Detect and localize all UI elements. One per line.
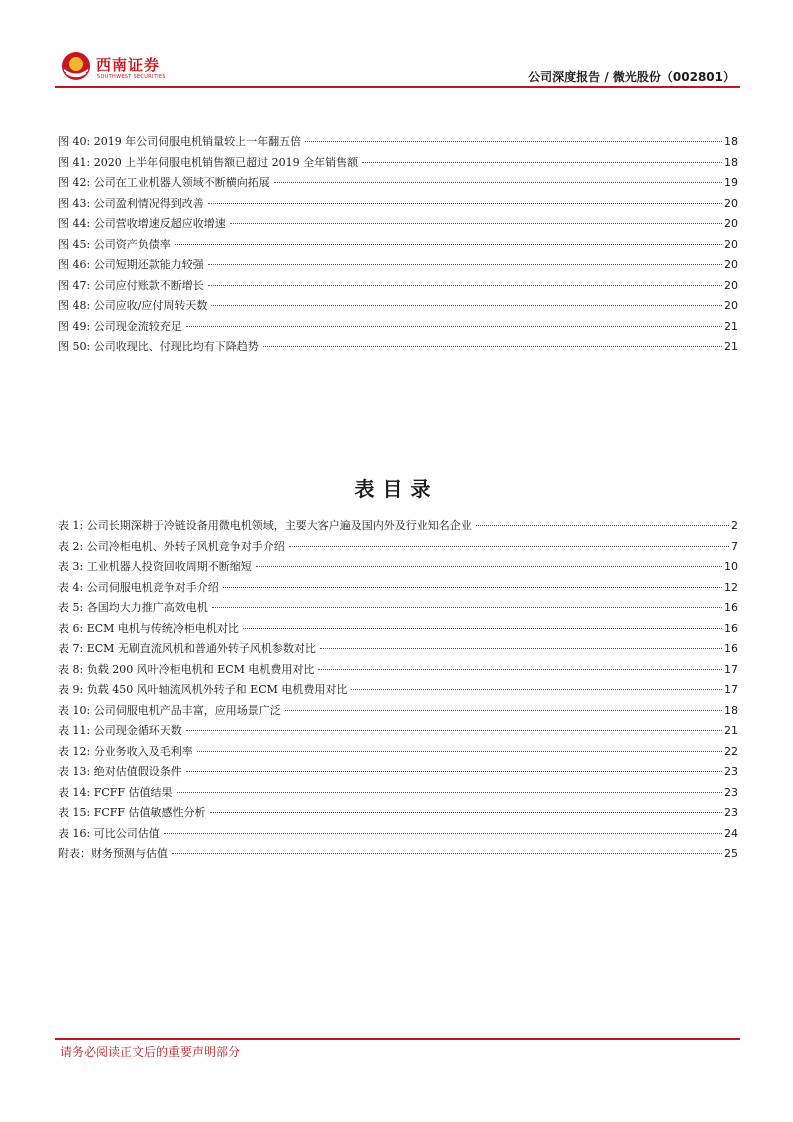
toc-row-table-3[interactable]: 表 3: 工业机器人投资回收周期不断缩短 10 bbox=[58, 560, 738, 573]
toc-row-figure-40[interactable]: 图 40: 2019 年公司伺服电机销量较上一年翻五倍 18 bbox=[58, 135, 738, 148]
toc-row-figure-45[interactable]: 图 45: 公司资产负债率 20 bbox=[58, 237, 738, 251]
report-title: 公司深度报告 / 微光股份（002801） bbox=[528, 70, 735, 84]
toc-row-figure-44[interactable]: 图 44: 公司营收增速反超应收增速 20 bbox=[58, 217, 738, 230]
toc-row-table-1[interactable]: 表 1: 公司长期深耕于冷链设备用微电机领域，主要大客户遍及国内外及行业知名企业 2 bbox=[58, 519, 738, 532]
toc-row-figure-46[interactable]: 图 46: 公司短期还款能力较强 20 bbox=[58, 258, 738, 271]
toc-row-table-8[interactable]: 表 8: 负载 200 风叶冷柜电机和 ECM 电机费用对比 17 bbox=[58, 662, 738, 676]
logo-chinese-name: 西南证券 bbox=[96, 56, 161, 74]
footer-divider bbox=[55, 1038, 740, 1040]
company-logo bbox=[60, 50, 180, 84]
toc-row-table-7[interactable]: 表 7: ECM 无刷直流风机和普通外转子风机参数对比 16 bbox=[58, 642, 738, 655]
toc-row-table-9[interactable]: 表 9: 负载 450 风叶轴流风机外转子和 ECM 电机费用对比 17 bbox=[58, 683, 738, 696]
footer-disclaimer: 请务必阅读正文后的重要声明部分 bbox=[60, 1045, 241, 1059]
toc-row-table-6[interactable]: 表 6: ECM 电机与传统冷柜电机对比 16 bbox=[58, 621, 738, 635]
toc-row-figure-49[interactable]: 图 49: 公司现金流较充足 21 bbox=[58, 319, 738, 333]
table-list bbox=[58, 517, 738, 866]
figure-list bbox=[58, 133, 738, 359]
toc-row-table-12[interactable]: 表 12: 分业务收入及毛利率 22 bbox=[58, 744, 738, 758]
logo-emblem-icon bbox=[60, 50, 92, 82]
toc-row-table-15[interactable]: 表 15: FCFF 估值敏感性分析 23 bbox=[58, 806, 738, 819]
toc-row-figure-41[interactable]: 图 41: 2020 上半年伺服电机销售额已超过 2019 全年销售额 18 bbox=[58, 155, 738, 169]
header-divider bbox=[55, 86, 740, 88]
toc-row-appendix[interactable]: 附表：财务预测与估值 25 bbox=[58, 847, 738, 860]
toc-row-figure-48[interactable]: 图 48: 公司应收/应付周转天数 20 bbox=[58, 299, 738, 312]
toc-row-figure-42[interactable]: 图 42: 公司在工业机器人领域不断横向拓展 19 bbox=[58, 176, 738, 189]
toc-row-table-4[interactable]: 表 4: 公司伺服电机竞争对手介绍 12 bbox=[58, 580, 738, 594]
toc-row-figure-47[interactable]: 图 47: 公司应付账款不断增长 20 bbox=[58, 278, 738, 292]
toc-row-table-5[interactable]: 表 5: 各国均大力推广高效电机 16 bbox=[58, 601, 738, 614]
toc-row-table-2[interactable]: 表 2: 公司冷柜电机、外转子风机竞争对手介绍 7 bbox=[58, 539, 738, 553]
toc-row-table-10[interactable]: 表 10: 公司伺服电机产品丰富，应用场景广泛 18 bbox=[58, 703, 738, 717]
table-list-heading: 表目录 bbox=[354, 477, 439, 501]
logo-english-name: SOUTHWEST SECURITIES bbox=[97, 74, 166, 80]
toc-row-figure-43[interactable]: 图 43: 公司盈利情况得到改善 20 bbox=[58, 196, 738, 210]
toc-row-table-16[interactable]: 表 16: 可比公司估值 24 bbox=[58, 826, 738, 840]
toc-row-table-13[interactable]: 表 13: 绝对估值假设条件 23 bbox=[58, 765, 738, 778]
toc-row-table-11[interactable]: 表 11: 公司现金循环天数 21 bbox=[58, 724, 738, 737]
toc-row-figure-50[interactable]: 图 50: 公司收现比、付现比均有下降趋势 21 bbox=[58, 340, 738, 353]
toc-row-table-14[interactable]: 表 14: FCFF 估值结果 23 bbox=[58, 785, 738, 799]
